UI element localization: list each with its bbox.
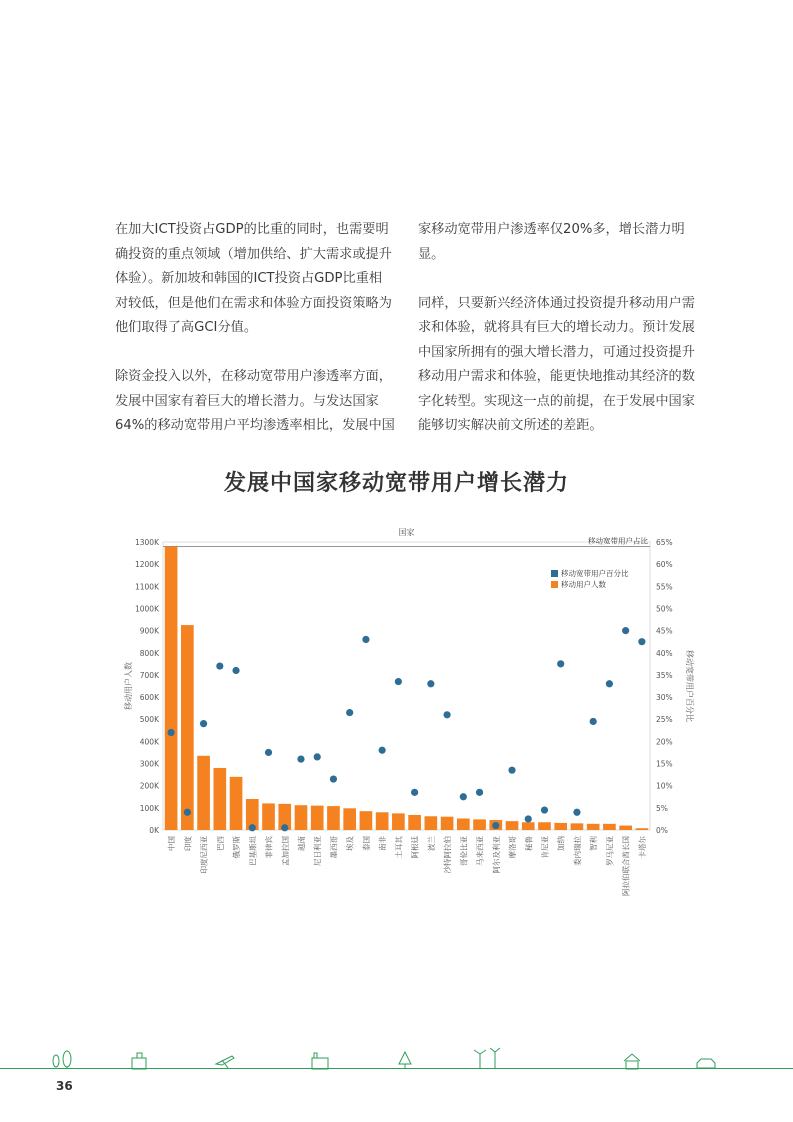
x-tick-label: 埃及: [345, 836, 355, 851]
bar: [343, 808, 356, 830]
factory-icon: [312, 1053, 328, 1069]
x-tick-label: 阿尔及利亚: [491, 836, 501, 874]
footer-divider: [0, 1068, 793, 1069]
data-point: [525, 815, 532, 822]
y-tick-label-right: 10%: [656, 781, 673, 791]
y-tick-label-left: 700K: [139, 670, 159, 680]
chart-top-label: 国家: [398, 528, 415, 537]
y-tick-label-right: 60%: [656, 560, 673, 570]
x-tick-label: 智利: [589, 836, 599, 851]
x-tick-label: 马来西亚: [475, 836, 485, 866]
x-tick-label: 阿根廷: [410, 836, 420, 859]
data-point: [541, 806, 548, 813]
y-tick-label-left: 1200K: [134, 560, 159, 570]
bar: [473, 819, 486, 830]
data-point: [281, 824, 288, 831]
bar: [197, 756, 210, 830]
wind-turbine-icon: [474, 1048, 500, 1069]
bar: [181, 625, 194, 830]
x-tick-label: 罗马尼亚: [605, 836, 615, 866]
bar: [376, 812, 389, 830]
data-point: [265, 749, 272, 756]
paragraph: 除资金投入以外，在移动宽带用户渗透率方面，发展中国家有着巨大的增长潜力。与发达国家64%的移动宽带用户平均渗透率相比，发展中国: [115, 369, 395, 433]
bar: [213, 768, 226, 830]
x-tick-label: 菲律宾: [264, 836, 274, 859]
data-point: [314, 753, 321, 760]
bar: [571, 823, 584, 830]
chart-title: 发展中国家移动宽带用户增长潜力: [223, 471, 569, 496]
data-point: [200, 720, 207, 727]
bar: [522, 822, 535, 830]
bar: [554, 823, 567, 830]
y-tick-label-right: 55%: [656, 582, 673, 592]
data-point: [297, 756, 304, 763]
y-tick-label-right: 50%: [656, 604, 673, 614]
x-tick-label: 肯尼亚: [540, 836, 550, 859]
data-point: [330, 775, 337, 782]
legend-swatch: [551, 570, 558, 577]
data-point: [557, 660, 564, 667]
bar: [295, 805, 308, 830]
y-tick-label-right: 45%: [656, 626, 673, 636]
y-tick-label-left: 1000K: [134, 604, 159, 614]
x-tick-label: 沙特阿拉伯: [443, 836, 453, 874]
y-tick-label-left: 200K: [139, 781, 159, 791]
x-tick-label: 越南: [296, 836, 306, 851]
page-number: 36: [56, 1079, 73, 1093]
bar: [327, 806, 340, 830]
bar: [538, 822, 551, 830]
bar: [457, 818, 470, 830]
data-point: [168, 729, 175, 736]
bar: [165, 546, 178, 830]
x-tick-label: 摩洛哥: [508, 836, 518, 859]
data-point: [379, 747, 386, 754]
y-tick-label-right: 40%: [656, 648, 673, 658]
tree-icon: [53, 1051, 71, 1069]
bar: [425, 816, 438, 830]
y-tick-label-left: 600K: [139, 693, 159, 703]
building-icon: [132, 1053, 146, 1069]
y-tick-label-left: 1300K: [134, 538, 159, 547]
legend-swatch: [551, 581, 558, 588]
house-icon: [624, 1054, 640, 1069]
bar: [506, 821, 519, 830]
x-tick-label: 泰国: [361, 836, 371, 851]
pine-icon: [399, 1052, 411, 1069]
paragraph: 在加大ICT投资占GDP的比重的同时，也需要明确投资的重点领域（增加供给、扩大需求或提升体验）。新加坡和韩国的ICT投资占GDP比重相对较低，但是他们在需求和体验方面投资策略为他们取得了高GCI分值。: [115, 222, 392, 335]
x-tick-label: 阿拉伯联合酋长国: [621, 836, 631, 896]
x-tick-label: 土耳其: [394, 836, 404, 859]
x-tick-label: 巴基斯坦: [248, 836, 258, 866]
x-tick-label: 委内瑞拉: [572, 836, 582, 866]
data-point: [411, 789, 418, 796]
x-tick-label: 秘鲁: [524, 836, 534, 851]
data-point: [638, 638, 645, 645]
chart-container: [115, 520, 695, 920]
data-point: [590, 718, 597, 725]
data-point: [622, 627, 629, 634]
y-tick-label-right: 30%: [656, 693, 673, 703]
data-point: [362, 636, 369, 643]
y-tick-label-right: 20%: [656, 737, 673, 747]
bar: [603, 824, 616, 830]
y-axis-label-right: 移动宽带用户百分比: [685, 650, 694, 722]
legend-label: 移动用户人数: [561, 580, 606, 589]
bar: [441, 817, 454, 830]
bar: [636, 828, 649, 830]
x-tick-label: 波兰: [426, 836, 436, 851]
data-point: [492, 822, 499, 829]
data-point: [460, 793, 467, 800]
y-tick-label-right: 5%: [656, 803, 668, 813]
bar: [262, 803, 275, 830]
y-tick-label-right: 15%: [656, 759, 673, 769]
data-point: [249, 824, 256, 831]
data-point: [346, 709, 353, 716]
x-tick-label: 卡塔尔: [637, 836, 647, 859]
bar: [619, 826, 632, 830]
data-point: [573, 809, 580, 816]
data-point: [184, 809, 191, 816]
x-tick-label: 孟加拉国: [280, 836, 290, 866]
y-tick-label-left: 500K: [139, 715, 159, 725]
y-tick-label-left: 1100K: [134, 582, 159, 592]
x-tick-label: 中国: [167, 836, 177, 851]
x-tick-label: 尼日利亚: [313, 836, 323, 866]
data-point: [216, 662, 223, 669]
chart-svg: [115, 520, 695, 920]
legend-label: 移动宽带用户百分比: [561, 569, 629, 578]
y-tick-label-left: 100K: [139, 803, 159, 813]
data-point: [232, 667, 239, 674]
y-tick-label-left: 400K: [139, 737, 159, 747]
y-axis-label-left: 移动用户人数: [124, 662, 133, 710]
text-column-right: [418, 218, 698, 463]
y-tick-label-left: 900K: [139, 626, 159, 636]
data-point: [443, 711, 450, 718]
bar: [311, 806, 324, 830]
y-tick-label-right: 0%: [656, 826, 668, 835]
airplane-icon: [216, 1056, 234, 1068]
x-tick-label: 哥伦比亚: [459, 836, 469, 866]
paragraph: 家移动宽带用户渗透率仅20%多，增长潜力明显。: [418, 222, 685, 262]
x-tick-label: 巴西: [215, 836, 225, 851]
y-tick-label-right: 35%: [656, 670, 673, 680]
y-tick-label-left: 800K: [139, 648, 159, 658]
reference-line-label: 移动宽带用户占比: [588, 536, 648, 546]
x-tick-label: 俄罗斯: [232, 836, 242, 859]
text-column-left: [115, 218, 395, 463]
x-tick-label: 南非: [378, 836, 388, 851]
data-point: [395, 678, 402, 685]
paragraph: 同样，只要新兴经济体通过投资提升移动用户需求和体验，就将具有巨大的增长动力。预计发展中国家所拥有的强大增长潜力，可通过投资提升移动用户需求和体验，能更快地推动其经济的数字化转型。实现这一点的前提，在于发展中国家能够切实解决前文所述的差距。: [418, 295, 695, 433]
bar: [392, 813, 405, 830]
bar: [230, 777, 243, 830]
footer-icons: [0, 1046, 793, 1070]
y-tick-label-right: 65%: [656, 538, 673, 547]
data-point: [476, 789, 483, 796]
y-tick-label-left: 300K: [139, 759, 159, 769]
data-point: [606, 680, 613, 687]
x-tick-label: 墨西哥: [329, 836, 339, 859]
car-icon: [697, 1059, 715, 1068]
data-point: [508, 767, 515, 774]
y-tick-label-left: 0K: [149, 826, 159, 835]
bar: [360, 811, 373, 830]
bar: [587, 824, 600, 830]
y-tick-label-right: 25%: [656, 715, 673, 725]
data-point: [427, 680, 434, 687]
x-tick-label: 加纳: [556, 836, 566, 851]
bar: [408, 815, 421, 830]
x-tick-label: 印度: [183, 836, 193, 851]
x-tick-label: 印度尼西亚: [199, 836, 209, 874]
